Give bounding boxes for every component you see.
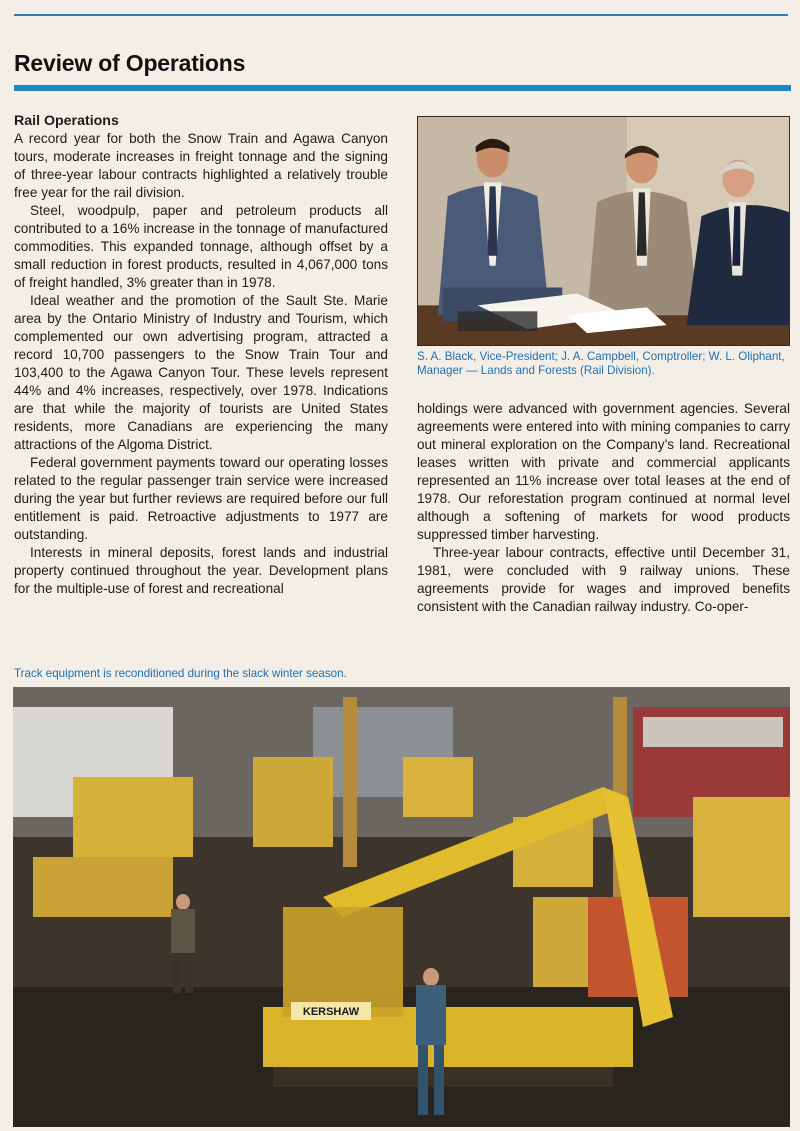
right-column [417, 400, 790, 616]
body-paragraph: Interests in mineral deposits, forest lands and industrial property continued throughout the year. Development plans for the multiple-use of forest and recreational [14, 545, 388, 596]
page-title: Review of Operations [14, 50, 246, 76]
photo-caption-bottom: Track equipment is reconditioned during the slack winter season. [14, 667, 347, 680]
body-paragraph: Steel, woodpulp, paper and petroleum products all contributed to a 16% increase in the tonnage of manufactured commodities. This expanded tonnage, although offset by a small reduction in forest products, resulted in 4,067,000 tons of freight handled, 3% greater than in 1978. [14, 203, 388, 290]
track-equipment-photo [13, 687, 790, 1127]
photo-caption-top: S. A. Black, Vice-President; J. A. Campbell, Comptroller; W. L. Oliphant, Manager — Lands and Forests (Rail Division). [417, 350, 785, 377]
body-paragraph: holdings were advanced with government agencies. Several agreements were entered into with mining companies to carry out mineral exploration on the Company’s land. Recreational leases written with private and commercial applicants represented an 11% increase over total leases at the end of 1978. Our reforestation program continued at normal level although a softening of markets for wood products suppressed timber harvesting. [417, 401, 790, 542]
executives-photo [417, 116, 790, 346]
kershaw-label: KERSHAW [302, 1006, 360, 1018]
body-paragraph: Ideal weather and the promotion of the Sault Ste. Marie area by the Ontario Ministry of Industry and Tourism, which complemented our own advertising program, attracted a record 10,700 passengers to the Snow Train Tour and 103,400 to the Agawa Canyon Tour. These levels represent 44% and 4% increases, respectively, over 1978. Indications are that while the majority of tourists are United States residents, more Canadians are experiencing the many attractions of the Algoma District. [14, 293, 388, 452]
body-paragraph: A record year for both the Snow Train and Agawa Canyon tours, moderate increases in freight tonnage and the signing of three-year labour contracts highlighted a relatively trouble free year for the rail division. [14, 131, 388, 200]
top-rule [14, 14, 788, 16]
body-paragraph: Federal government payments toward our operating losses related to the regular passenger train service were increased during the year but further reviews are required before our full entitlement is paid. Retroactive adjustments to 1977 are outstanding. [14, 455, 388, 542]
body-paragraph: Three-year labour contracts, effective until December 31, 1981, were concluded with 9 railway unions. These agreements provide for wages and improved benefits consistent with the Canadian railway industry. Co-oper- [417, 545, 790, 614]
title-rule [14, 85, 791, 91]
section-heading: Rail Operations [14, 113, 119, 129]
left-column [14, 112, 388, 598]
